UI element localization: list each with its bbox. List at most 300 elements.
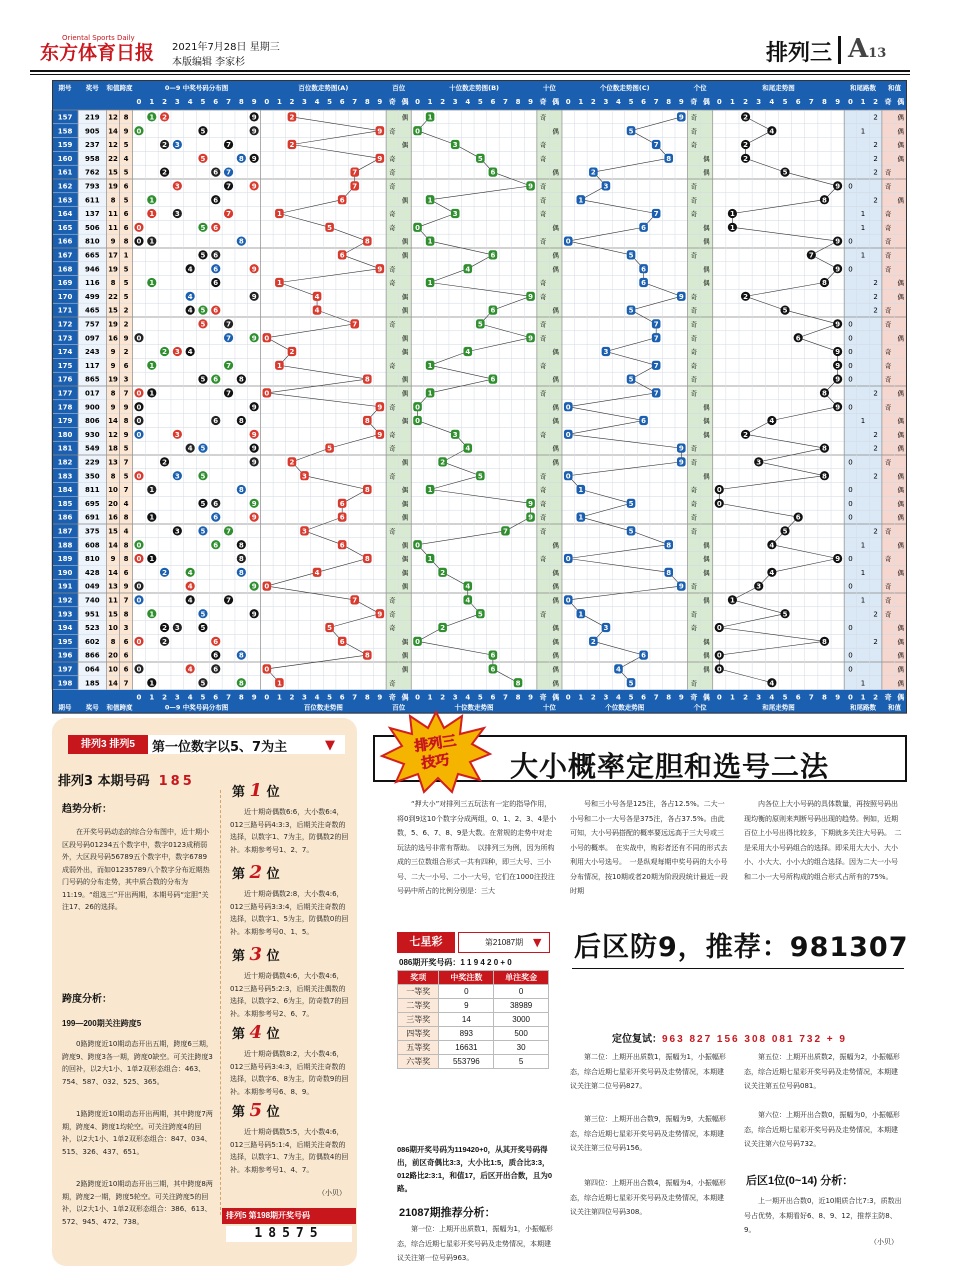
issue-number: 183 bbox=[57, 472, 73, 481]
dist-ball-label: 5 bbox=[200, 679, 206, 688]
dist-ball-label: 0 bbox=[136, 472, 142, 481]
sum-parity-mark: 奇 bbox=[884, 265, 892, 274]
digit-foot: 8 bbox=[515, 693, 521, 702]
digit-head: 4 bbox=[465, 98, 471, 106]
sum-value: 10 bbox=[108, 624, 118, 633]
digit-head: 8 bbox=[666, 98, 672, 106]
digit-foot: 2 bbox=[590, 693, 596, 702]
parity-mark: 偶 bbox=[703, 403, 710, 412]
dist-ball-label: 9 bbox=[251, 265, 257, 274]
sum-parity-mark: 奇 bbox=[884, 251, 892, 260]
route-head: 1 bbox=[860, 98, 866, 106]
tail-ball-label: 9 bbox=[835, 403, 841, 412]
parity-mark: 奇 bbox=[539, 486, 547, 495]
dist-ball-label: 1 bbox=[149, 113, 155, 122]
dist-ball-label: 1 bbox=[149, 679, 155, 688]
parity-mark: 奇 bbox=[389, 182, 396, 191]
tail-ball-label: 5 bbox=[782, 610, 788, 619]
trend-ball-label: 5 bbox=[477, 472, 483, 481]
parity-mark: 奇 bbox=[539, 292, 547, 301]
trend-ball-label: 5 bbox=[477, 320, 483, 329]
digit-head: 5 bbox=[327, 98, 333, 106]
route-mark: 1 bbox=[860, 251, 866, 260]
sum-value: 14 bbox=[108, 541, 118, 550]
issue-number: 157 bbox=[57, 113, 73, 122]
route-mark: 0 bbox=[848, 499, 853, 508]
parity-mark: 奇 bbox=[690, 306, 698, 315]
prize-level: 四等奖 bbox=[398, 1027, 439, 1041]
dist-ball-label: 4 bbox=[187, 568, 193, 577]
trend-ball-label: 5 bbox=[327, 223, 333, 232]
span-value: 6 bbox=[123, 568, 129, 577]
trend-ball-label: 5 bbox=[628, 527, 634, 536]
sum-parity-mark: 奇 bbox=[884, 527, 892, 536]
route-mark: 1 bbox=[860, 127, 866, 136]
footer-label: 百位 bbox=[392, 703, 406, 712]
dist-ball-label: 9 bbox=[251, 113, 257, 122]
digit-head: 4 bbox=[314, 98, 320, 106]
parity-mark: 偶 bbox=[552, 223, 559, 232]
trend-ball-label: 2 bbox=[289, 141, 295, 150]
route-mark: 0 bbox=[848, 403, 853, 412]
digit-head: 5 bbox=[477, 98, 483, 106]
digit-foot: 2 bbox=[162, 693, 167, 702]
dist-ball-label: 8 bbox=[238, 541, 244, 550]
digit-foot: 6 bbox=[490, 693, 496, 702]
draw-number: 793 bbox=[84, 182, 100, 191]
issue-number: 194 bbox=[57, 624, 73, 633]
route-mark: 0 bbox=[848, 555, 853, 564]
parity-mark: 奇 bbox=[539, 182, 547, 191]
issue-number: 180 bbox=[57, 430, 73, 439]
digit-head: 0 bbox=[136, 98, 142, 106]
dist-ball-label: 6 bbox=[213, 223, 219, 232]
dist-ball-label: 9 bbox=[251, 430, 257, 439]
draw-number: 740 bbox=[84, 596, 100, 605]
issue-number: 179 bbox=[57, 417, 73, 426]
draw-number: 117 bbox=[84, 361, 100, 370]
span-value: 2 bbox=[123, 348, 129, 357]
route-mark: 0 bbox=[848, 265, 853, 274]
digit-head: 5 bbox=[782, 98, 788, 106]
draw-number: 506 bbox=[84, 223, 100, 232]
dist-ball-label: 9 bbox=[251, 582, 257, 591]
route-mark: 0 bbox=[848, 237, 853, 246]
trend-ball-label: 4 bbox=[314, 568, 320, 577]
span-value: 8 bbox=[123, 237, 129, 246]
trend-ball-label: 0 bbox=[415, 127, 420, 136]
trend-ball-label: 0 bbox=[264, 334, 270, 343]
sum-value: 19 bbox=[108, 320, 118, 329]
digit-foot: 1 bbox=[578, 693, 584, 702]
tail-ball-label: 9 bbox=[835, 361, 841, 370]
parity-mark: 偶 bbox=[552, 306, 559, 315]
span-value: 5 bbox=[123, 141, 129, 150]
draw-number: 905 bbox=[84, 127, 100, 136]
trend-ball-label: 0 bbox=[565, 403, 571, 412]
route-mark: 1 bbox=[860, 417, 866, 426]
footer-label: 期号 bbox=[58, 703, 72, 712]
parity-mark: 奇 bbox=[389, 223, 396, 232]
trend-ball-label: 1 bbox=[427, 555, 433, 564]
parity-mark: 偶 bbox=[401, 389, 409, 398]
parity-mark: 偶 bbox=[703, 541, 710, 550]
prize-row bbox=[398, 1041, 549, 1055]
span-value: 7 bbox=[123, 486, 129, 495]
parity-mark: 奇 bbox=[539, 527, 547, 536]
trend-ball-label: 4 bbox=[465, 444, 471, 453]
tail-ball-label: 2 bbox=[743, 113, 748, 122]
digit-head: 5 bbox=[628, 98, 634, 106]
dist-ball-label: 8 bbox=[238, 568, 244, 577]
parity-mark: 偶 bbox=[552, 251, 559, 260]
digit-foot: 4 bbox=[465, 693, 471, 702]
sum-value: 14 bbox=[108, 679, 118, 688]
footer-label: 百位数走势图 bbox=[303, 703, 343, 712]
dist-ball-label: 9 bbox=[251, 127, 257, 136]
digit-head: 8 bbox=[238, 98, 244, 106]
dist-ball-label: 3 bbox=[174, 430, 180, 439]
prize-count: 0 bbox=[439, 985, 494, 999]
parity-mark: 偶 bbox=[703, 417, 710, 426]
logo-english: Oriental Sports Daily bbox=[62, 34, 135, 42]
dist-ball-label: 0 bbox=[136, 637, 142, 646]
parity-mark: 奇 bbox=[690, 292, 698, 301]
issue-number: 158 bbox=[57, 127, 73, 136]
route-mark: 2 bbox=[873, 168, 878, 177]
issue-number: 189 bbox=[57, 555, 73, 564]
trend-ball-label: 6 bbox=[641, 651, 647, 660]
dist-ball-label: 9 bbox=[251, 334, 257, 343]
issue-number: 166 bbox=[57, 237, 73, 246]
parity-mark: 奇 bbox=[539, 154, 547, 163]
draw-number: 866 bbox=[84, 651, 100, 660]
prize-row bbox=[398, 1055, 549, 1069]
parity-mark: 偶 bbox=[401, 306, 409, 315]
issue-number: 185 bbox=[158, 774, 195, 789]
dist-ball-label: 2 bbox=[162, 141, 167, 150]
digit-foot: 3 bbox=[174, 693, 180, 702]
parity-mark: 偶 bbox=[401, 417, 409, 426]
parity-mark: 奇 bbox=[690, 375, 698, 384]
dist-ball-label: 6 bbox=[213, 541, 219, 550]
tail-ball-label: 6 bbox=[795, 513, 801, 522]
header-label: 和值 bbox=[887, 84, 901, 92]
trend-ball-label: 0 bbox=[565, 472, 571, 481]
digit-foot: 6 bbox=[641, 693, 647, 702]
span-value: 5 bbox=[123, 196, 129, 205]
header-label: 百位数走势图(A) bbox=[298, 84, 349, 92]
trend-ball-label: 0 bbox=[565, 430, 571, 439]
dist-ball-label: 4 bbox=[187, 444, 193, 453]
parity-mark: 奇 bbox=[539, 389, 547, 398]
page-letter: A bbox=[848, 34, 869, 64]
newspaper-logo: 东方体育日报 bbox=[40, 42, 155, 64]
digit-head: 9 bbox=[678, 98, 684, 106]
trend-ball-label: 2 bbox=[440, 458, 446, 467]
trend-ball-label: 7 bbox=[352, 182, 358, 191]
dist-ball-label: 6 bbox=[213, 251, 219, 260]
sum-parity-mark: 偶 bbox=[897, 389, 904, 398]
trend-ball-label: 0 bbox=[264, 582, 270, 591]
digit-head: 2 bbox=[289, 98, 295, 106]
dist-ball-label: 6 bbox=[213, 196, 219, 205]
issue-number: 187 bbox=[57, 527, 73, 536]
trend-ball-label: 1 bbox=[578, 513, 584, 522]
trend-ball-label: 9 bbox=[678, 292, 684, 301]
tail-ball-label: 0 bbox=[716, 665, 722, 674]
route-head: 2 bbox=[873, 98, 879, 106]
trend-ball-label: 1 bbox=[276, 361, 282, 370]
qixing-draw: 086期开奖号码：1 1 9 4 2 0 + 0 bbox=[399, 958, 512, 967]
dist-ball-label: 1 bbox=[149, 196, 155, 205]
parity-mark: 奇 bbox=[690, 141, 698, 150]
position-text: 近十期奇偶数6:6，大小数6:4，012三路号码4:3:3，后期关注奇数的选择，以数字1、7为主，防偶数2的回补。本期参考号1、2、7。 bbox=[230, 808, 349, 854]
digit-foot: 3 bbox=[302, 693, 307, 702]
parity-mark: 偶 bbox=[401, 251, 409, 260]
span-value: 9 bbox=[123, 582, 129, 591]
route-mark: 0 bbox=[848, 182, 853, 191]
tail-ball-label: 9 bbox=[835, 555, 841, 564]
sum-value: 12 bbox=[108, 430, 118, 439]
span-value: 8 bbox=[123, 541, 129, 550]
dist-ball-label: 0 bbox=[136, 403, 142, 412]
sum-parity-mark: 偶 bbox=[897, 154, 904, 163]
digit-head: 3 bbox=[603, 98, 609, 106]
dist-ball-label: 6 bbox=[213, 168, 219, 177]
trend-ball-label: 9 bbox=[377, 154, 383, 163]
trend-ball-label: 5 bbox=[327, 444, 333, 453]
parity-mark: 奇 bbox=[690, 182, 698, 191]
dist-ball-label: 6 bbox=[213, 417, 219, 426]
parity-foot: 偶 bbox=[401, 693, 409, 702]
dist-ball-label: 8 bbox=[238, 651, 244, 660]
draw-number: 097 bbox=[84, 334, 100, 343]
draw-number: 428 bbox=[84, 568, 100, 577]
route-mark: 1 bbox=[860, 568, 866, 577]
trend-ball-label: 3 bbox=[452, 210, 458, 219]
parity-mark: 奇 bbox=[690, 458, 698, 467]
dist-ball-label: 1 bbox=[149, 210, 155, 219]
draw-number: 900 bbox=[84, 403, 100, 412]
span-value: 9 bbox=[123, 430, 129, 439]
footer-label: 十位 bbox=[542, 703, 556, 712]
issue-number: 190 bbox=[57, 568, 73, 577]
position-heading: 第 2 位 bbox=[232, 862, 280, 883]
route-head: 0 bbox=[848, 98, 853, 106]
digit-foot: 5 bbox=[200, 693, 206, 702]
trend-ball-label: 3 bbox=[603, 348, 609, 357]
parity-mark: 偶 bbox=[401, 651, 409, 660]
parity-mark: 偶 bbox=[401, 348, 409, 357]
sum-parity-mark: 偶 bbox=[897, 637, 904, 646]
parity-mark: 奇 bbox=[539, 320, 547, 329]
span-value: 9 bbox=[123, 334, 129, 343]
route-mark: 2 bbox=[873, 430, 878, 439]
issue-number: 163 bbox=[57, 196, 73, 205]
sum-value: 16 bbox=[108, 334, 118, 343]
span-value: 7 bbox=[123, 389, 129, 398]
parity-mark: 奇 bbox=[539, 113, 547, 122]
span-value: 7 bbox=[123, 679, 129, 688]
tail-ball-label: 9 bbox=[835, 182, 841, 191]
tail-ball-label: 7 bbox=[808, 251, 814, 260]
parity-mark: 奇 bbox=[539, 210, 547, 219]
prize-amount: 0 bbox=[494, 985, 549, 999]
tail-ball-label: 2 bbox=[743, 154, 748, 163]
trend-ball-label: 1 bbox=[276, 679, 282, 688]
trend-ball-label: 1 bbox=[427, 279, 433, 288]
dist-ball-label: 2 bbox=[162, 113, 167, 122]
parity-foot: 偶 bbox=[552, 693, 560, 702]
digit-head: 7 bbox=[653, 98, 659, 106]
prize-level: 二等奖 bbox=[398, 999, 439, 1013]
parity-mark: 奇 bbox=[690, 624, 698, 633]
route-mark: 1 bbox=[860, 210, 866, 219]
parity-mark: 偶 bbox=[401, 196, 409, 205]
digit-head: 7 bbox=[503, 98, 508, 106]
route-mark: 2 bbox=[873, 444, 878, 453]
draw-number: 930 bbox=[84, 430, 100, 439]
span-heading: 跨度分析： bbox=[62, 994, 112, 1005]
prize-amount: 5 bbox=[494, 1055, 549, 1069]
tail-ball-label: 5 bbox=[782, 306, 788, 315]
parity-mark: 偶 bbox=[552, 403, 559, 412]
parity-mark: 偶 bbox=[401, 513, 409, 522]
parity-mark: 偶 bbox=[401, 499, 409, 508]
parity-mark: 偶 bbox=[552, 541, 559, 550]
trend-ball-label: 6 bbox=[339, 541, 345, 550]
trend-ball-label: 3 bbox=[603, 182, 609, 191]
trend-ball-label: 3 bbox=[452, 430, 458, 439]
parity-mark: 奇 bbox=[389, 624, 396, 633]
dist-ball-label: 3 bbox=[174, 210, 180, 219]
parity-mark: 偶 bbox=[401, 458, 409, 467]
span-value: 9 bbox=[123, 127, 129, 136]
dist-ball-label: 8 bbox=[238, 555, 244, 564]
span-value: 5 bbox=[123, 444, 129, 453]
parity-mark: 偶 bbox=[401, 237, 409, 246]
span-value: 6 bbox=[123, 223, 129, 232]
route-mark: 1 bbox=[860, 223, 866, 232]
digit-foot: 9 bbox=[377, 693, 383, 702]
tail-ball-label: 8 bbox=[822, 472, 827, 481]
parity-mark: 偶 bbox=[703, 637, 710, 646]
dist-ball-label: 6 bbox=[213, 279, 219, 288]
prize-table bbox=[397, 970, 549, 1069]
tail-ball-label: 0 bbox=[716, 486, 722, 495]
header-label: 十位 bbox=[542, 84, 556, 92]
parity-mark: 偶 bbox=[552, 127, 559, 136]
trend-ball-label: 9 bbox=[377, 127, 383, 136]
prize-row bbox=[398, 1013, 549, 1027]
trend-ball-label: 3 bbox=[452, 141, 458, 150]
route-mark: 2 bbox=[873, 154, 878, 163]
title-rule bbox=[572, 968, 904, 969]
sum-parity-mark: 奇 bbox=[884, 320, 892, 329]
dist-ball-label: 8 bbox=[238, 486, 244, 495]
digit-foot: 2 bbox=[440, 693, 446, 702]
digit-head: 6 bbox=[490, 98, 496, 106]
parity-mark: 奇 bbox=[389, 361, 396, 370]
digit-foot: 6 bbox=[213, 693, 219, 702]
parity-mark: 偶 bbox=[401, 555, 409, 564]
dist-ball-label: 1 bbox=[149, 279, 155, 288]
parity-mark: 偶 bbox=[703, 279, 710, 288]
parity-mark: 偶 bbox=[703, 665, 710, 674]
parity-mark: 偶 bbox=[401, 541, 409, 550]
tip-title: 第一位数字以5、7为主 bbox=[152, 740, 288, 755]
tail-ball-label: 5 bbox=[782, 168, 788, 177]
prize-row bbox=[398, 999, 549, 1013]
span-value: 5 bbox=[123, 168, 129, 177]
parity-mark: 偶 bbox=[703, 568, 710, 577]
digit-head: 0 bbox=[415, 98, 420, 106]
trend-ball-label: 2 bbox=[289, 458, 295, 467]
parity-mark: 偶 bbox=[552, 265, 559, 274]
digit-foot: 8 bbox=[666, 693, 672, 702]
parity-mark: 奇 bbox=[539, 472, 547, 481]
dist-ball-label: 0 bbox=[136, 334, 142, 343]
route-mark: 0 bbox=[848, 651, 853, 660]
dist-ball-label: 5 bbox=[200, 527, 206, 536]
dist-ball-label: 3 bbox=[174, 527, 180, 536]
trend-ball-label: 1 bbox=[276, 279, 282, 288]
dist-ball-label: 0 bbox=[136, 237, 142, 246]
dist-ball-label: 9 bbox=[251, 499, 257, 508]
digit-foot: 1 bbox=[149, 693, 155, 702]
dist-ball-label: 9 bbox=[251, 458, 257, 467]
parity-mark: 奇 bbox=[690, 486, 698, 495]
footer-label: 和值 bbox=[887, 703, 901, 712]
trend-ball-label: 4 bbox=[465, 596, 471, 605]
dist-ball-label: 4 bbox=[187, 292, 193, 301]
trend-ball-label: 6 bbox=[641, 265, 647, 274]
tail-ball-label: 2 bbox=[743, 292, 748, 301]
issue-number: 159 bbox=[57, 141, 73, 150]
trend-ball-label: 8 bbox=[666, 568, 672, 577]
parity-mark: 偶 bbox=[552, 168, 559, 177]
prize-body bbox=[398, 985, 549, 1069]
route-mark: 0 bbox=[848, 320, 853, 329]
sum-parity-mark: 偶 bbox=[897, 279, 904, 288]
span-value: 1 bbox=[123, 251, 129, 260]
digit-foot: 1 bbox=[729, 693, 735, 702]
digit-head: 5 bbox=[200, 98, 206, 106]
dist-ball-label: 1 bbox=[149, 389, 155, 398]
draw-number: 811 bbox=[84, 486, 100, 495]
digit-head: 6 bbox=[641, 98, 647, 106]
issue-number: 161 bbox=[57, 168, 73, 177]
trend-ball-label: 6 bbox=[339, 251, 345, 260]
span-value: 7 bbox=[123, 458, 129, 467]
analysis-pos-3: 第三位：上期开出合数9，振幅为9，大振幅形态，综合近期七星彩开奖号码及走势情况，本期建议关注第三位号码156。 bbox=[570, 1115, 726, 1152]
draw-number: 229 bbox=[84, 458, 100, 467]
dist-ball-label: 7 bbox=[226, 596, 231, 605]
sum-value: 8 bbox=[110, 389, 116, 398]
parity-mark: 奇 bbox=[690, 444, 698, 453]
digit-foot: 0 bbox=[136, 693, 142, 702]
parity-mark: 奇 bbox=[389, 444, 396, 453]
trend-ball-label: 5 bbox=[327, 624, 333, 633]
sum-parity-mark: 奇 bbox=[884, 582, 892, 591]
prize-amount: 30 bbox=[494, 1041, 549, 1055]
prize-amount: 38989 bbox=[494, 999, 549, 1013]
sum-value: 15 bbox=[108, 168, 118, 177]
dist-ball-label: 5 bbox=[200, 610, 206, 619]
dist-ball-label: 0 bbox=[136, 596, 142, 605]
dist-ball-label: 6 bbox=[213, 375, 219, 384]
